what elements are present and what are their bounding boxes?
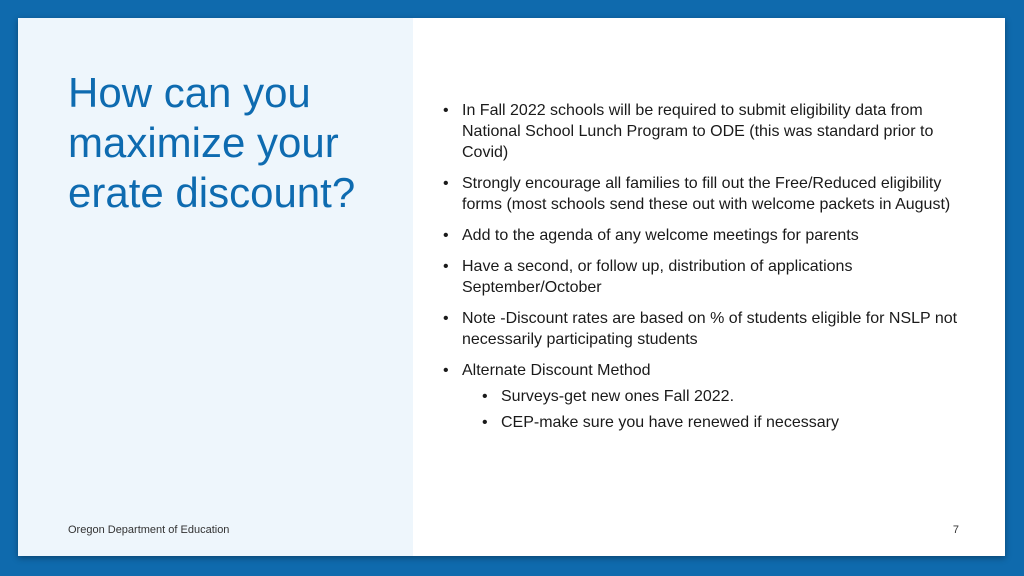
page-number: 7 bbox=[952, 524, 959, 536]
bullet-item: • Note -Discount rates are based on % of students eligible for NSLP not necessarily participating students bbox=[443, 308, 963, 350]
slide-title: How can you maximize your erate discount? bbox=[68, 69, 356, 216]
bullet-item: • Have a second, or follow up, distribution of applications September/October bbox=[443, 256, 963, 298]
sub-bullet-list bbox=[462, 386, 963, 433]
sub-bullet-item: • Surveys-get new ones Fall 2022. bbox=[462, 386, 963, 407]
footer-text: Oregon Department of Education bbox=[68, 524, 230, 536]
left-panel bbox=[18, 18, 413, 556]
bullet-item-with-subs bbox=[443, 360, 963, 433]
sub-bullet-item: • CEP-make sure you have renewed if necessary bbox=[462, 412, 963, 433]
bullet-item: • Add to the agenda of any welcome meetings for parents bbox=[443, 225, 963, 246]
bullet-item: • Strongly encourage all families to fill out the Free/Reduced eligibility forms (most schools send these out with welcome packets in August) bbox=[443, 173, 963, 215]
bullet-item-label: Alternate Discount Method bbox=[462, 362, 651, 379]
bullet-list bbox=[443, 100, 963, 443]
slide bbox=[18, 18, 1005, 556]
bullet-item: • In Fall 2022 schools will be required to submit eligibility data from National School Lunch Program to ODE (this was standard prior to Covid) bbox=[443, 100, 963, 163]
